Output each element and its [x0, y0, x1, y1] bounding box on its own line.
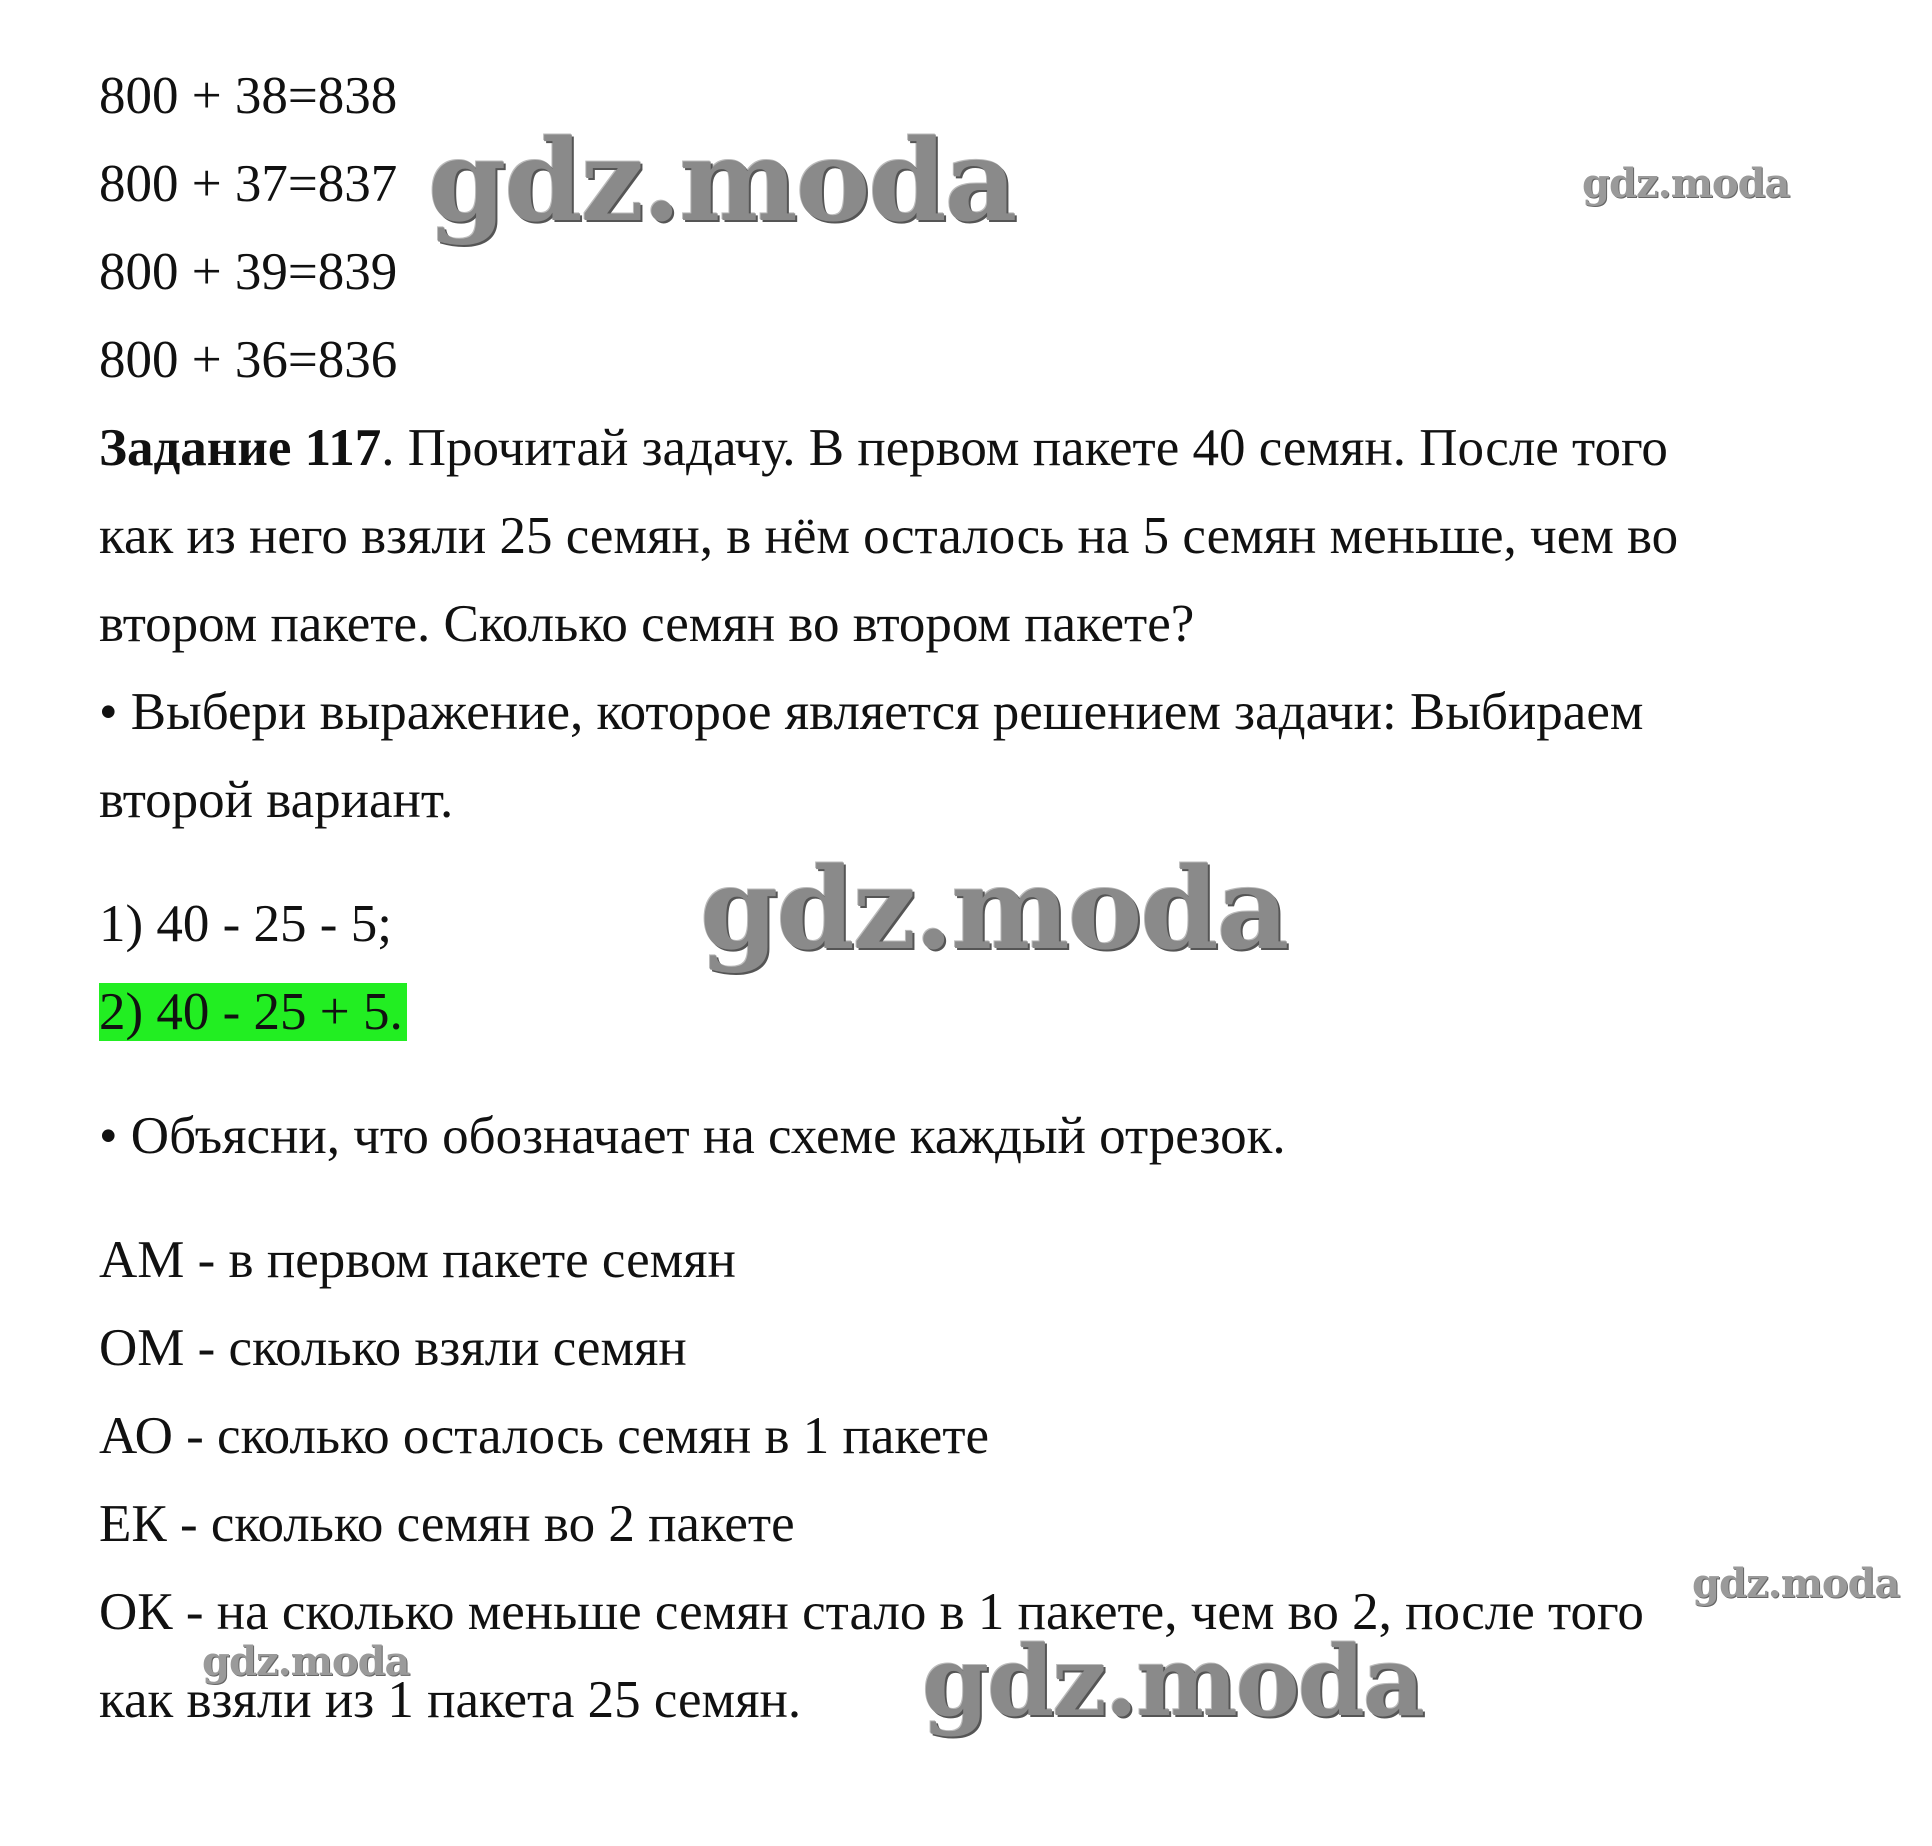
choose-line-2: второй вариант.: [99, 771, 454, 829]
option-2-highlighted: 2) 40 - 25 + 5.: [99, 983, 407, 1041]
watermark-logo: gdz.moda: [1582, 160, 1790, 207]
task-text: . Прочитай задачу. В первом пакете 40 семян. После того: [381, 419, 1668, 477]
segment-ao: АО - сколько осталось семян в 1 пакете: [99, 1407, 990, 1465]
segment-om: ОМ - сколько взяли семян: [99, 1319, 687, 1377]
choose-line-1: • Выбери выражение, которое является решением задачи: Выбираем: [99, 683, 1644, 741]
option-2-wrapper: [99, 980, 407, 1044]
equation-2: 800 + 37=837: [99, 155, 398, 213]
watermark-logo: gdz.moda: [202, 1638, 410, 1685]
segment-am: АМ - в первом пакете семян: [99, 1231, 736, 1289]
segment-ek: ЕК - сколько семян во 2 пакете: [99, 1495, 795, 1553]
watermark-logo: gdz.moda: [428, 116, 1016, 247]
task-line-2: как из него взяли 25 семян, в нём осталось на 5 семян меньше, чем во: [99, 507, 1679, 565]
segment-ok: ОК - на сколько меньше семян стало в 1 пакете, чем во 2, после того: [99, 1583, 1644, 1641]
watermark-logo: gdz.moda: [700, 844, 1288, 975]
explain-line: • Объясни, что обозначает на схеме каждый отрезок.: [99, 1107, 1286, 1165]
watermark-logo: gdz.moda: [922, 1625, 1424, 1738]
equation-1: 800 + 38=838: [99, 67, 398, 125]
task-line-1: [99, 416, 1668, 480]
task-label: Задание 117: [99, 419, 382, 477]
watermark-logo: gdz.moda: [1692, 1560, 1900, 1607]
equation-3: 800 + 39=839: [99, 243, 398, 301]
segment-ok-cont: как взяли из 1 пакета 25 семян.: [99, 1671, 802, 1729]
option-1: 1) 40 - 25 - 5;: [99, 895, 392, 953]
task-line-3: втором пакете. Сколько семян во втором пакете?: [99, 595, 1195, 653]
equation-4: 800 + 36=836: [99, 331, 398, 389]
